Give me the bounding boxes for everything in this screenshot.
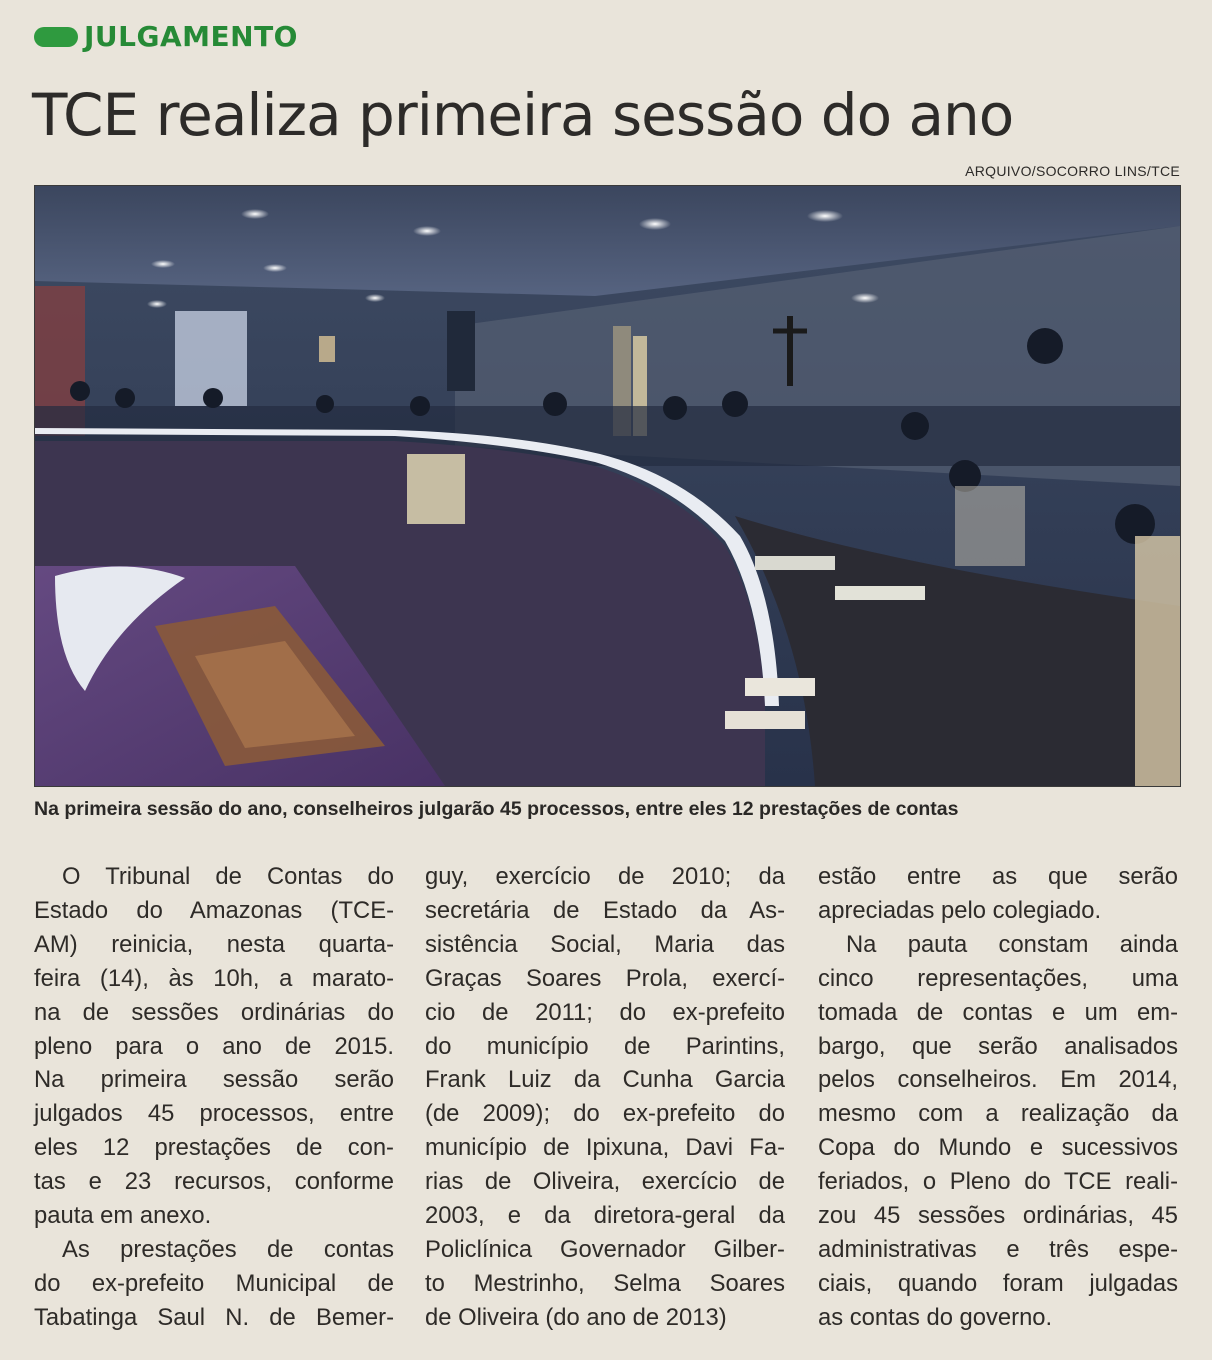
body-line: tas e 23 recursos, conforme [34,1168,394,1196]
body-line: do município de Parintins, [425,1032,785,1060]
photo-credit: ARQUIVO/SOCORRO LINS/TCE [965,163,1180,179]
body-line: to Mestrinho, Selma Soares [425,1269,785,1297]
courtroom-photo-icon [35,186,1180,786]
body-line: AM) reinicia, nesta quarta- [34,930,394,958]
section-kicker [34,20,298,54]
body-line: ciais, quando foram julgadas [818,1269,1178,1297]
body-line: Na pauta constam ainda [846,930,1178,958]
body-line: do ex-prefeito Municipal de [34,1269,394,1297]
body-line: As prestações de contas [62,1235,394,1263]
body-line: julgados 45 processos, entre [34,1100,394,1128]
section-label: JULGAMENTO [84,20,298,53]
body-line: secretária de Estado da As- [425,896,785,924]
body-line: zou 45 sessões ordinárias, 45 [818,1202,1178,1230]
body-line: na de sessões ordinárias do [34,998,394,1026]
body-line: Policlínica Governador Gilber- [425,1235,785,1263]
body-line: apreciadas pelo colegiado. [818,896,1102,924]
article-column-3 [818,860,1178,1335]
body-line: Tabatinga Saul N. de Bemer- [34,1303,394,1331]
body-line: Graças Soares Prola, exercí- [425,964,785,992]
body-line: estão entre as que serão [818,863,1178,890]
body-line: eles 12 prestações de con- [34,1134,394,1162]
body-line: 2003, e da diretora-geral da [425,1202,785,1230]
body-line: guy, exercício de 2010; da [425,863,785,890]
photo-caption: Na primeira sessão do ano, conselheiros julgarão 45 processos, entre eles 12 prestações de contas [34,798,959,820]
headline: TCE realiza primeira sessão do ano [32,81,1014,149]
section-marker-icon [34,27,78,47]
body-line: pleno para o ano de 2015. [34,1032,394,1060]
body-line: (de 2009); do ex-prefeito do [425,1100,785,1128]
body-line: cinco representações, uma [818,964,1178,992]
body-line: as contas do governo. [818,1303,1053,1331]
body-line: Copa do Mundo e sucessivos [818,1134,1178,1162]
body-line: Estado do Amazonas (TCE- [34,896,394,924]
body-line: tomada de contas e um em- [818,998,1178,1026]
body-line: feriados, o Pleno do TCE reali- [818,1168,1178,1196]
article-photo [34,185,1181,787]
body-line: pauta em anexo. [34,1202,212,1230]
article-column-2 [425,860,785,1335]
body-line: pelos conselheiros. Em 2014, [818,1066,1178,1094]
body-line: município de Ipixuna, Davi Fa- [425,1134,785,1162]
body-line: bargo, que serão analisados [818,1032,1178,1060]
body-line: cio de 2011; do ex-prefeito [425,998,785,1026]
body-line: O Tribunal de Contas do [62,863,394,890]
article-column-1 [34,860,394,1335]
body-line: rias de Oliveira, exercício de [425,1168,785,1196]
body-line: feira (14), às 10h, a marato- [34,964,394,992]
body-line: administrativas e três espe- [818,1235,1178,1263]
body-line: Na primeira sessão serão [34,1066,394,1094]
body-line: sistência Social, Maria das [425,930,785,958]
body-line: mesmo com a realização da [818,1100,1178,1128]
body-line: Frank Luiz da Cunha Garcia [425,1066,785,1094]
body-line: de Oliveira (do ano de 2013) [425,1303,727,1331]
